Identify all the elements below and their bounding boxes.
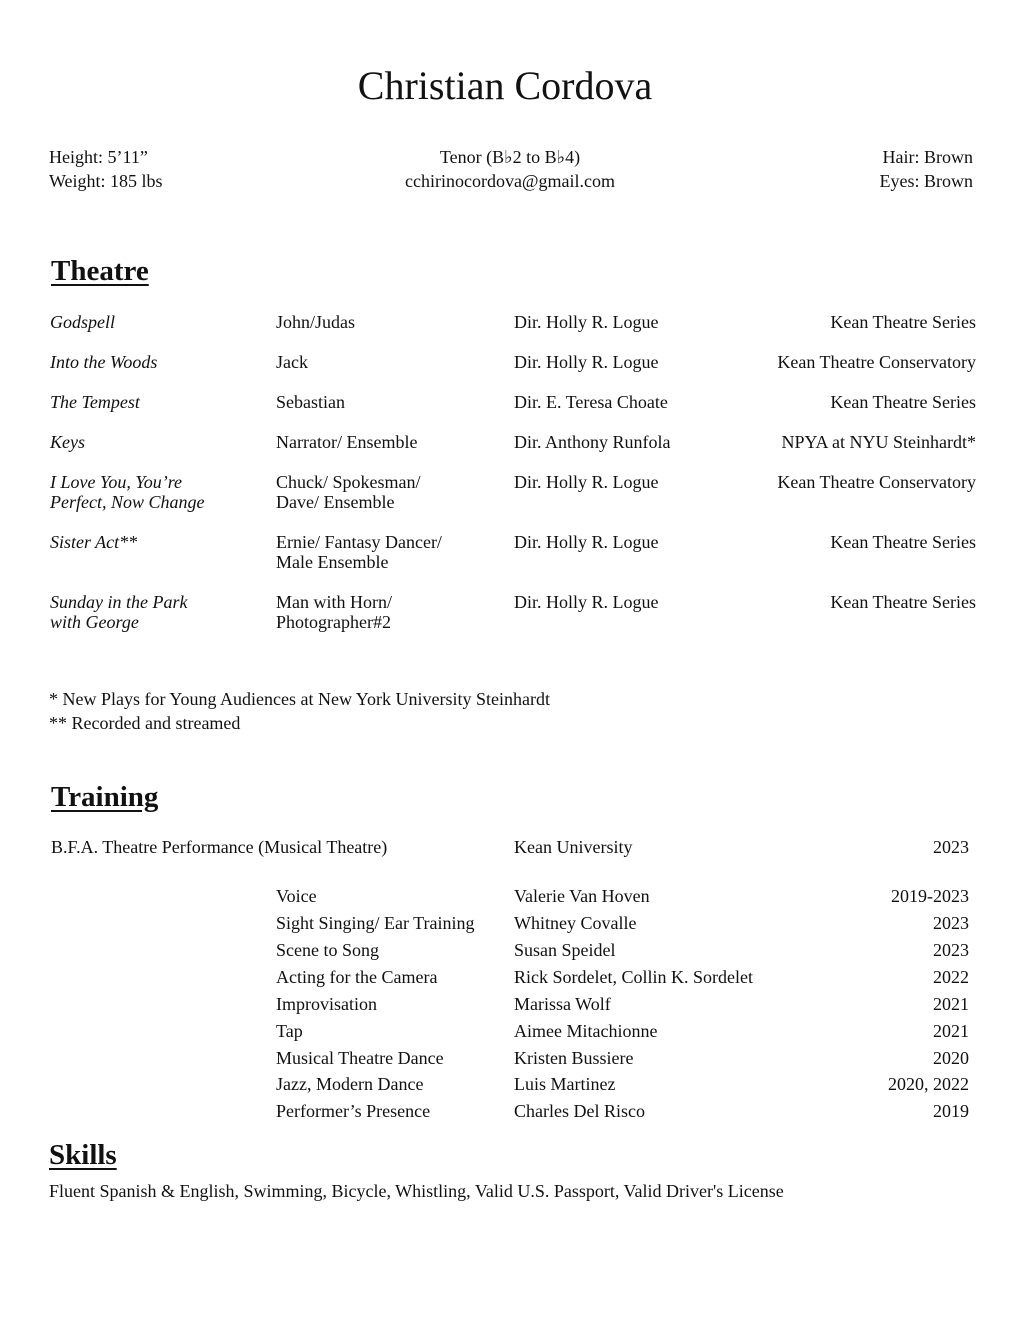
show-title: Into the Woods: [50, 352, 158, 372]
role: Jack: [276, 352, 308, 372]
director: Dir. Holly R. Logue: [514, 312, 659, 332]
show-title: Keys: [50, 432, 85, 452]
director: Dir. Holly R. Logue: [514, 352, 659, 372]
teacher: Charles Del Risco: [514, 1101, 645, 1121]
teacher: Kristen Bussiere: [514, 1048, 634, 1068]
venue: Kean Theatre Conservatory: [777, 352, 976, 372]
role: Man with Horn/ Photographer#2: [276, 592, 392, 632]
teacher: Rick Sordelet, Collin K. Sordelet: [514, 967, 753, 987]
show-title: Sunday in the Park with George: [50, 592, 188, 632]
year: 2023: [933, 940, 969, 960]
footnote: ** Recorded and streamed: [49, 713, 241, 733]
training-heading: Training: [51, 781, 159, 813]
teacher: Marissa Wolf: [514, 994, 611, 1014]
year: 2019-2023: [891, 886, 969, 906]
subject: Jazz, Modern Dance: [276, 1074, 424, 1094]
year: 2023: [933, 913, 969, 933]
stats-center: [360, 145, 660, 193]
height: Height: 5’11”: [49, 147, 148, 167]
director: Dir. Holly R. Logue: [514, 592, 659, 612]
show-title: Godspell: [50, 312, 115, 332]
stats-right: [800, 145, 973, 193]
role: Narrator/ Ensemble: [276, 432, 418, 452]
teacher: Susan Speidel: [514, 940, 616, 960]
school: Kean University: [514, 837, 633, 857]
subject: Acting for the Camera: [276, 967, 438, 987]
theatre-heading: Theatre: [51, 255, 149, 287]
year: 2020: [933, 1048, 969, 1068]
degree-year: 2023: [933, 837, 969, 857]
subject: Tap: [276, 1021, 303, 1041]
hair: Hair: Brown: [882, 147, 973, 167]
role: John/Judas: [276, 312, 356, 332]
skills-list: Fluent Spanish & English, Swimming, Bicycle, Whistling, Valid U.S. Passport, Valid Driver's License: [49, 1181, 784, 1201]
director: Dir. Holly R. Logue: [514, 532, 659, 552]
show-title: Sister Act**: [50, 532, 138, 552]
weight: Weight: 185 lbs: [49, 171, 163, 191]
resume-name: Christian Cordova: [357, 63, 653, 108]
venue: Kean Theatre Series: [830, 312, 976, 332]
subject: Scene to Song: [276, 940, 379, 960]
venue: NPYA at NYU Steinhardt*: [781, 432, 976, 452]
year: 2021: [933, 1021, 969, 1041]
role: Sebastian: [276, 392, 345, 412]
year: 2021: [933, 994, 969, 1014]
subject: Performer’s Presence: [276, 1101, 431, 1121]
skills-heading: Skills: [49, 1139, 117, 1171]
year: 2022: [933, 967, 969, 987]
subject: Sight Singing/ Ear Training: [276, 913, 475, 933]
stats-left: [49, 145, 163, 193]
voice-range: Tenor (B♭2 to B♭4): [439, 147, 581, 167]
subject: Improvisation: [276, 994, 377, 1014]
director: Dir. E. Teresa Choate: [514, 392, 668, 412]
year: 2020, 2022: [888, 1074, 969, 1094]
year: 2019: [933, 1101, 969, 1121]
role: Ernie/ Fantasy Dancer/ Male Ensemble: [276, 532, 442, 572]
teacher: Whitney Covalle: [514, 913, 637, 933]
subject: Voice: [276, 886, 317, 906]
email: cchirinocordova@gmail.com: [404, 171, 615, 191]
eyes: Eyes: Brown: [879, 171, 973, 191]
role: Chuck/ Spokesman/ Dave/ Ensemble: [276, 472, 421, 512]
teacher: Valerie Van Hoven: [514, 886, 650, 906]
teacher: Luis Martinez: [514, 1074, 616, 1094]
director: Dir. Anthony Runfola: [514, 432, 671, 452]
degree: B.F.A. Theatre Performance (Musical Theatre): [51, 837, 388, 857]
teacher: Aimee Mitachionne: [514, 1021, 658, 1041]
venue: Kean Theatre Series: [830, 532, 976, 552]
show-title: I Love You, You’re Perfect, Now Change: [50, 472, 205, 512]
director: Dir. Holly R. Logue: [514, 472, 659, 492]
show-title: The Tempest: [50, 392, 140, 412]
venue: Kean Theatre Conservatory: [777, 472, 976, 492]
venue: Kean Theatre Series: [830, 392, 976, 412]
venue: Kean Theatre Series: [830, 592, 976, 612]
subject: Musical Theatre Dance: [276, 1048, 444, 1068]
footnote: * New Plays for Young Audiences at New York University Steinhardt: [49, 689, 550, 709]
